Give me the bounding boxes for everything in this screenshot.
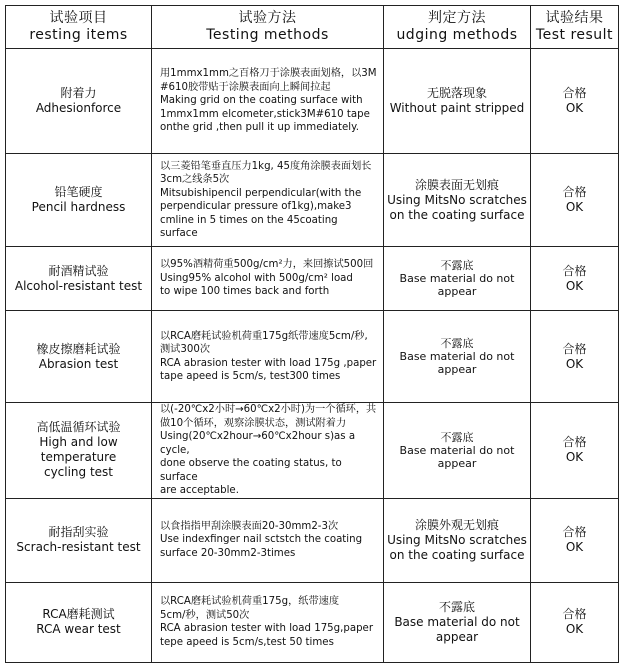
item-name-en: High and low temperature bbox=[39, 435, 118, 465]
header-methods-cn: 试验方法 bbox=[238, 10, 297, 26]
result-en: OK bbox=[565, 622, 584, 636]
method-line: 5cm/秒，测试50次 bbox=[160, 609, 250, 621]
judge-line: Using MitsNo scratches bbox=[387, 532, 527, 547]
item-name-cn: 铅笔硬度 bbox=[54, 185, 103, 199]
item-name-en: Alcohol-resistant test bbox=[14, 278, 143, 293]
item-cell bbox=[6, 582, 152, 662]
judge-line: 无脱落现象 bbox=[426, 86, 487, 100]
table-row bbox=[6, 311, 619, 403]
result-cell bbox=[531, 403, 619, 499]
item-name-en: Abrasion test bbox=[38, 356, 119, 371]
method-cell bbox=[152, 154, 384, 247]
judge-cell bbox=[384, 247, 531, 311]
judge-line: on the coating surface bbox=[389, 207, 525, 222]
item-cell bbox=[6, 154, 152, 247]
judge-cell bbox=[384, 582, 531, 662]
header-testing-items bbox=[6, 6, 152, 49]
result-cn: 合格 bbox=[562, 607, 587, 621]
method-line: RCA abrasion tester with load 175g,paper bbox=[160, 623, 374, 634]
item-name-cn: RCA磨耗测试 bbox=[42, 607, 115, 621]
table-row bbox=[6, 49, 619, 154]
method-line: 用1mmx1mm之百格刀于涂膜表面划格，以3M bbox=[160, 68, 377, 80]
table-row bbox=[6, 582, 619, 662]
method-line: surface 20-30mm2-3times bbox=[160, 547, 296, 559]
method-line: Making grid on the coating surface with bbox=[160, 95, 363, 107]
item-cell bbox=[6, 403, 152, 499]
result-cell bbox=[531, 498, 619, 582]
method-line: cmline in 5 times on the 45coating surface bbox=[160, 214, 338, 239]
judge-cell bbox=[384, 403, 531, 499]
method-line: perpendicular pressure of1kg),make3 bbox=[160, 201, 352, 212]
header-items-cn: 试验项目 bbox=[49, 10, 108, 26]
method-line: 做10个循环，观察涂膜状态，测试附着力 bbox=[160, 417, 347, 429]
method-line: #610胶带贴于涂膜表面向上瞬间拉起 bbox=[160, 81, 331, 93]
header-test-result bbox=[531, 6, 619, 49]
result-cell bbox=[531, 311, 619, 403]
method-line: 以RCA磨耗试验机荷重175g纸带速度5cm/秒, bbox=[160, 330, 368, 342]
table-row bbox=[6, 247, 619, 311]
header-judge-cn: 判定方法 bbox=[428, 10, 486, 26]
judge-line: 不露底 bbox=[440, 430, 474, 444]
judge-cell bbox=[384, 49, 531, 154]
result-cn: 合格 bbox=[562, 525, 587, 539]
result-en: OK bbox=[565, 200, 584, 214]
method-cell bbox=[152, 582, 384, 662]
result-cn: 合格 bbox=[562, 86, 587, 100]
item-name-en: Scrach-resistant test bbox=[16, 540, 141, 554]
result-cn: 合格 bbox=[562, 185, 587, 199]
method-line: done observe the coating status, to surface bbox=[160, 458, 342, 483]
judge-line: Using MitsNo scratches bbox=[387, 192, 527, 207]
method-line: 1mmx1mm elcometer,stick3M#610 tape bbox=[160, 108, 370, 120]
result-cell bbox=[531, 582, 619, 662]
method-line: 以95%酒精荷重500g/cm²力，来回擦试500回 bbox=[160, 259, 374, 271]
header-judging-methods bbox=[384, 6, 531, 49]
judge-line: on the coating surface bbox=[389, 547, 525, 562]
judge-line: 不露底 bbox=[440, 337, 474, 350]
method-line: 3cm之线条5次 bbox=[160, 174, 230, 185]
header-result-en: Test result bbox=[535, 27, 614, 43]
table-row bbox=[6, 498, 619, 582]
table-row bbox=[6, 154, 619, 247]
judge-line: Base material do not appear bbox=[394, 614, 520, 644]
judge-cell bbox=[384, 498, 531, 582]
judge-line: 涂膜表面无划痕 bbox=[414, 177, 499, 192]
judge-cell bbox=[384, 311, 531, 403]
item-name-cn: 耐酒精试验 bbox=[48, 263, 109, 278]
item-name-en: Adhesionforce bbox=[35, 101, 122, 115]
method-cell bbox=[152, 49, 384, 154]
result-en: OK bbox=[565, 450, 584, 465]
method-line: 以食指指甲刮涂膜表面20-30mm2-3次 bbox=[160, 520, 339, 532]
item-name-cn: 附着力 bbox=[60, 86, 97, 100]
item-name-cn: 高低温循环试验 bbox=[36, 420, 121, 435]
method-cell bbox=[152, 247, 384, 311]
result-cell bbox=[531, 49, 619, 154]
item-name-en: Pencil hardness bbox=[31, 200, 126, 214]
item-cell bbox=[6, 49, 152, 154]
method-cell bbox=[152, 498, 384, 582]
result-en: OK bbox=[565, 101, 584, 115]
judge-line: 不露底 bbox=[440, 259, 474, 272]
method-line: Using95% alcohol with 500g/cm² load bbox=[160, 272, 353, 284]
judge-line: Base material do not appear bbox=[399, 443, 515, 470]
method-cell bbox=[152, 311, 384, 403]
method-line: 以(-20℃x2小时→60℃x2小时)为一个循环，共 bbox=[160, 404, 377, 415]
judge-line: 不露底 bbox=[438, 599, 475, 614]
method-line: 测试300次 bbox=[160, 344, 211, 355]
item-name-cn: 耐指刮实验 bbox=[48, 525, 109, 539]
result-cn: 合格 bbox=[562, 341, 587, 356]
method-line: Using(20℃x2hour→60℃x2hour s)as a cycle, bbox=[160, 431, 356, 456]
method-line: 以RCA磨耗试验机荷重175g，纸带速度 bbox=[160, 596, 340, 607]
item-cell bbox=[6, 311, 152, 403]
result-cell bbox=[531, 154, 619, 247]
result-en: OK bbox=[565, 278, 584, 293]
method-line: onthe grid ,then pull it up immediately. bbox=[160, 122, 359, 134]
method-line: Use indexfinger nail sctstch the coating bbox=[160, 534, 363, 546]
header-result-cn: 试验结果 bbox=[545, 10, 604, 26]
header-testing-methods bbox=[152, 6, 384, 49]
result-cn: 合格 bbox=[562, 435, 587, 450]
method-line: 以三菱铅笔垂直压力1kg, 45度角涂膜表面划长 bbox=[160, 160, 372, 172]
item-cell bbox=[6, 247, 152, 311]
result-cn: 合格 bbox=[562, 263, 587, 278]
method-line: tepe apeed is 5cm/s,test 50 times bbox=[160, 636, 334, 648]
judge-line: Base material do not appear bbox=[399, 272, 515, 298]
test-results-table bbox=[5, 5, 619, 663]
method-line: RCA abrasion tester with load 175g ,paper bbox=[160, 357, 377, 369]
item-name-en-line2: cycling test bbox=[43, 465, 114, 480]
method-cell bbox=[152, 403, 384, 499]
method-line: are acceptable. bbox=[160, 485, 239, 496]
result-en: OK bbox=[565, 356, 584, 371]
method-line: tape apeed is 5cm/s, test300 times bbox=[160, 371, 341, 382]
header-judge-en: udging methods bbox=[396, 27, 518, 43]
header-items-en: resting items bbox=[29, 27, 128, 43]
judge-cell bbox=[384, 154, 531, 247]
header-row bbox=[6, 6, 619, 49]
item-name-en: RCA wear test bbox=[36, 622, 121, 636]
result-cell bbox=[531, 247, 619, 311]
table-row bbox=[6, 403, 619, 499]
judge-line: Without paint stripped bbox=[389, 101, 525, 115]
item-cell bbox=[6, 498, 152, 582]
judge-line: 涂膜外观无划痕 bbox=[414, 517, 499, 532]
item-name-cn: 橡皮擦磨耗试验 bbox=[36, 341, 121, 356]
judge-line: Base material do not appear bbox=[399, 350, 515, 376]
result-en: OK bbox=[565, 540, 584, 554]
method-line: Mitsubishipencil perpendicular(with the bbox=[160, 187, 362, 199]
header-methods-en: Testing methods bbox=[206, 27, 329, 43]
method-line: to wipe 100 times back and forth bbox=[160, 286, 330, 298]
